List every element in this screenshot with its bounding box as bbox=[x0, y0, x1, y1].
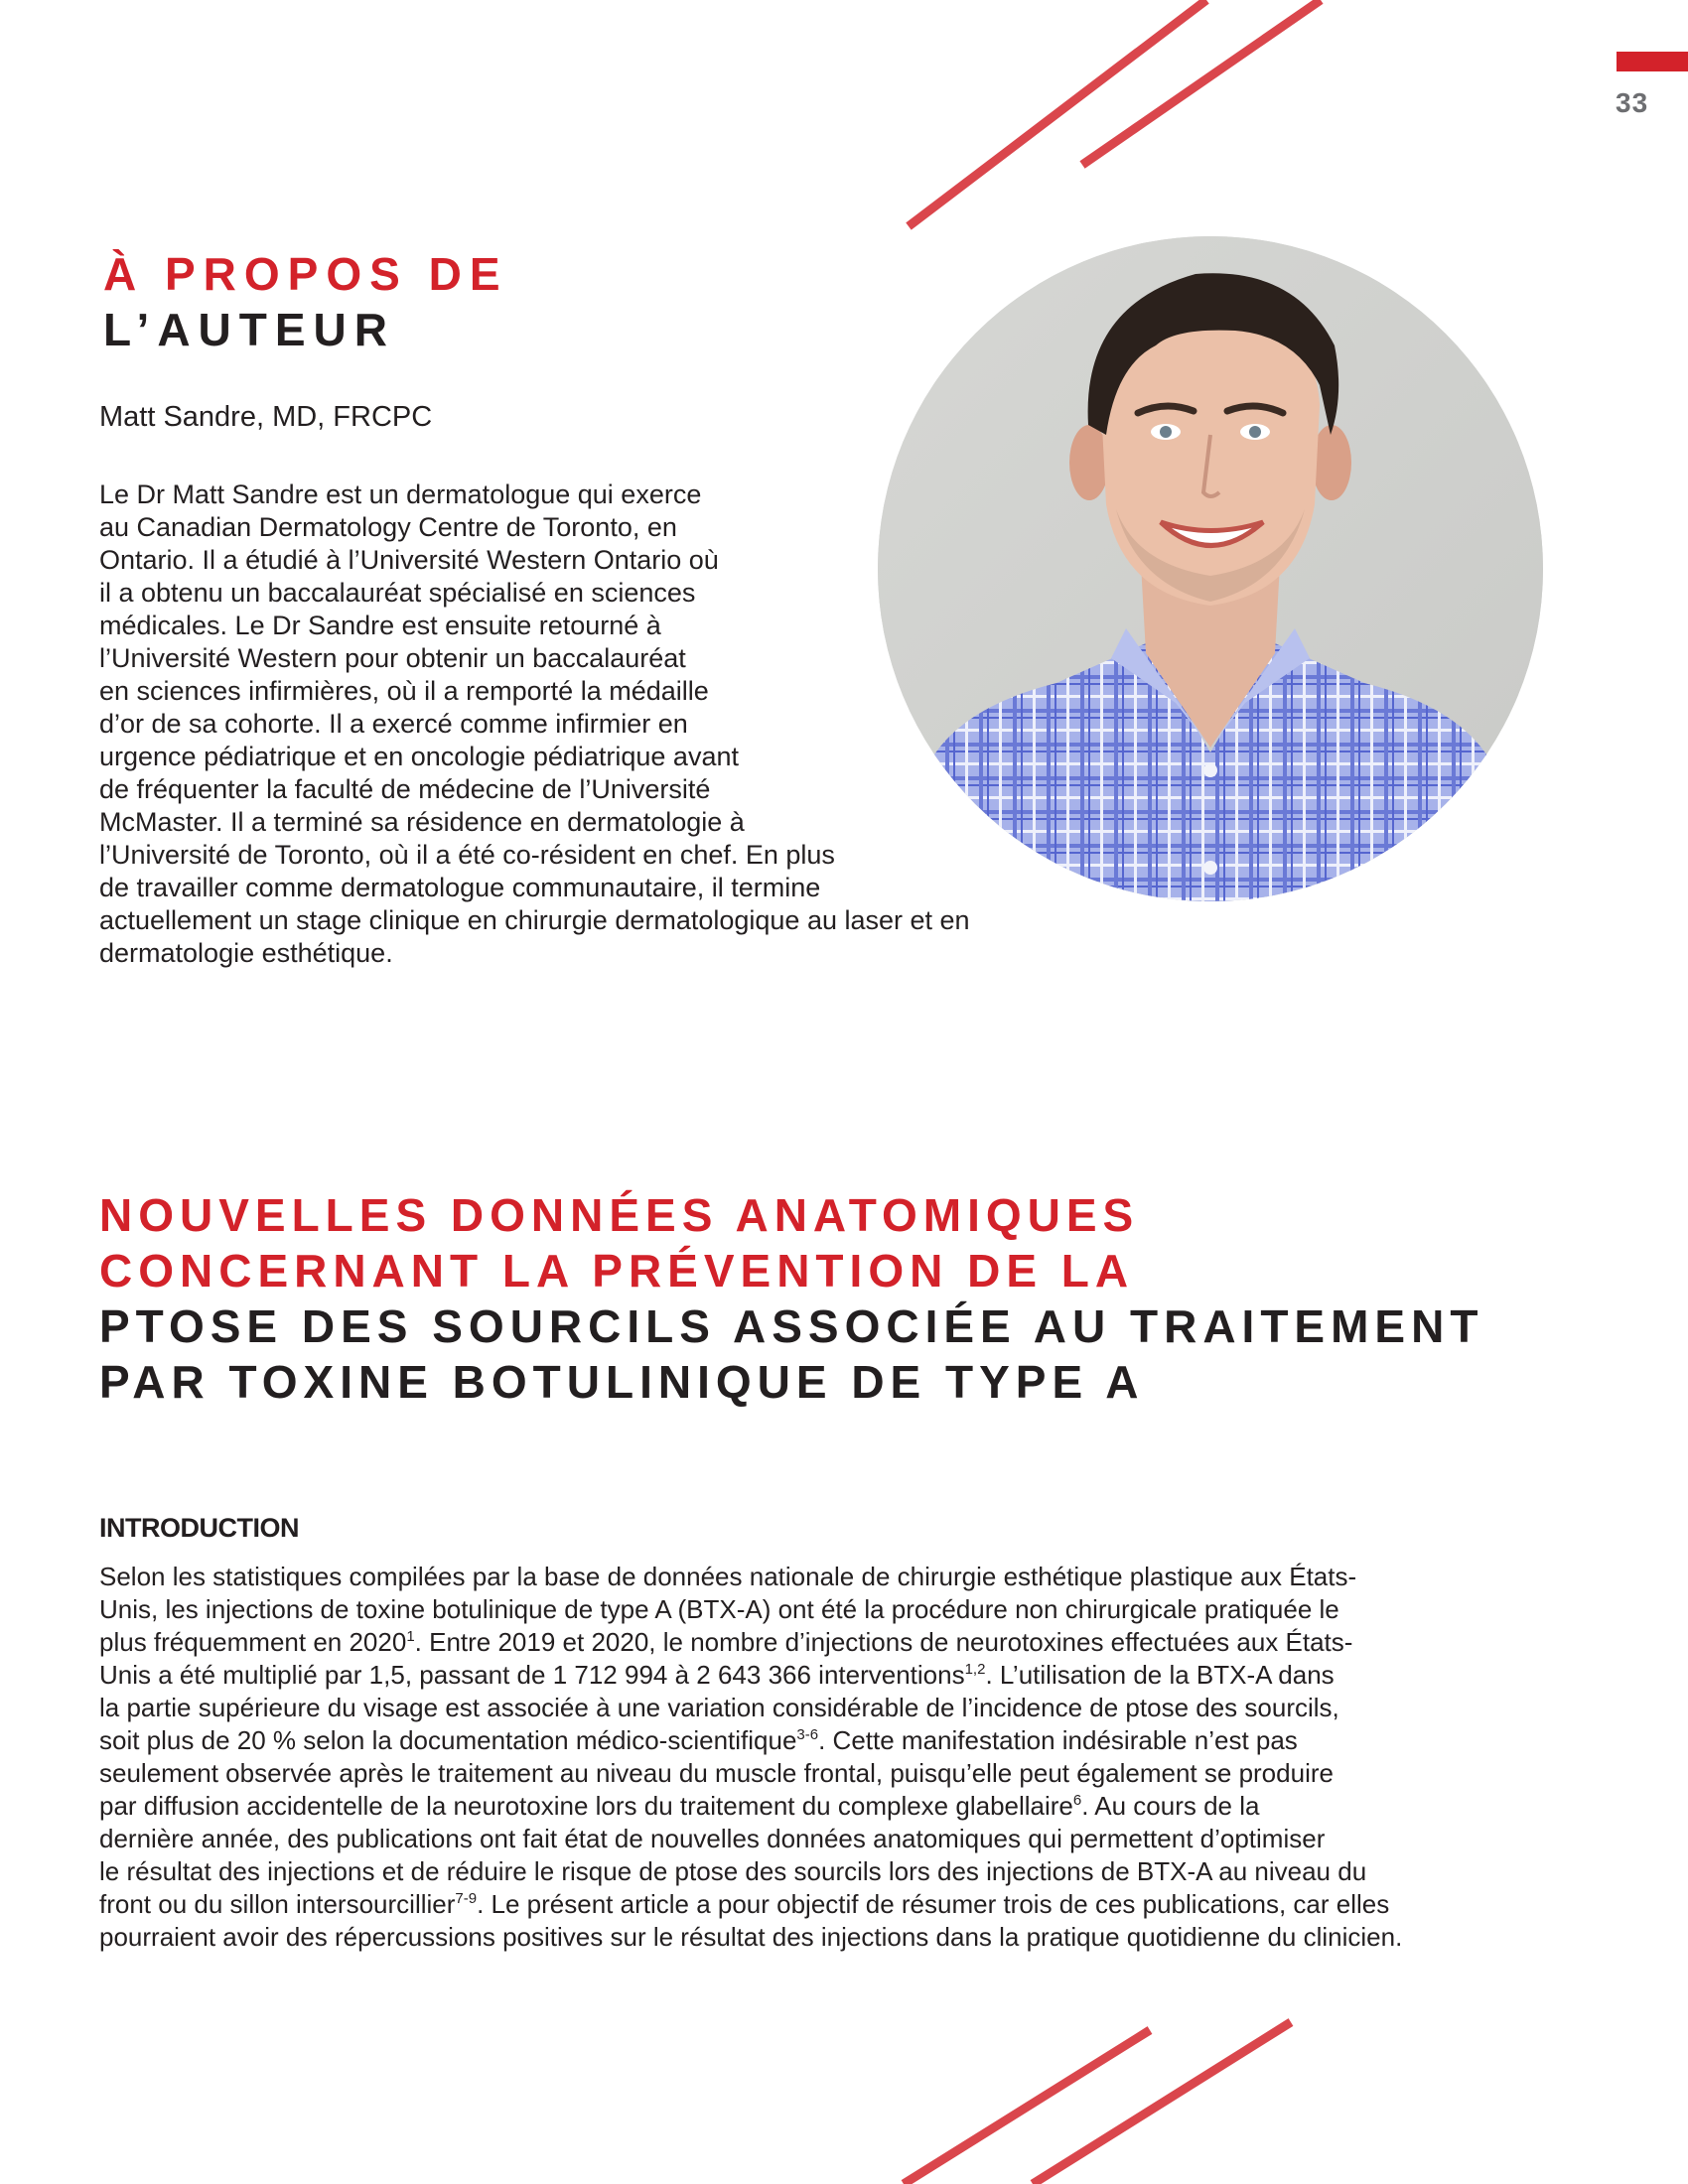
intro-text: . Entre 2019 et 2020, le nombre d’injections de neurotoxines effectuées aux États- bbox=[414, 1627, 1353, 1657]
intro-line: pourraient avoir des répercussions positives sur le résultat des injections dans la pratique quotidienne du clinicien. bbox=[99, 1922, 1403, 1952]
stripe-bottom-1 bbox=[904, 2030, 1150, 2184]
bio-line: de travailler comme dermatologue communautaire, il termine bbox=[99, 873, 821, 902]
article-title-red-line2: CONCERNANT LA PRÉVENTION DE LA bbox=[99, 1245, 1135, 1297]
intro-text: . Cette manifestation indésirable n’est pas bbox=[818, 1725, 1298, 1755]
intro-line bbox=[99, 1790, 1628, 1823]
bio-line: urgence pédiatrique et en oncologie pédiatrique avant bbox=[99, 742, 739, 771]
intro-text: front ou du sillon intersourcillier bbox=[99, 1889, 456, 1919]
intro-line bbox=[99, 1659, 1628, 1692]
about-title-line1: À PROPOS DE bbox=[103, 248, 508, 300]
intro-text: . Au cours de la bbox=[1081, 1791, 1260, 1821]
stripe-bottom-2 bbox=[1033, 2022, 1291, 2184]
intro-line bbox=[99, 1626, 1628, 1659]
bio-line: de fréquenter la faculté de médecine de l’Université bbox=[99, 774, 711, 804]
intro-line: seulement observée après le traitement au niveau du muscle frontal, puisqu’elle peut également se produire bbox=[99, 1758, 1334, 1788]
citation-ref: 6 bbox=[1072, 1792, 1082, 1809]
intro-text: plus fréquemment en 2020 bbox=[99, 1627, 407, 1657]
bio-line: actuellement un stage clinique en chirurgie dermatologique au laser et en bbox=[99, 905, 970, 935]
bio-line: il a obtenu un baccalauréat spécialisé en sciences bbox=[99, 578, 696, 608]
bio-line: d’or de sa cohorte. Il a exercé comme infirmier en bbox=[99, 709, 688, 739]
intro-text: . Le présent article a pour objectif de résumer trois de ces publications, car elles bbox=[477, 1889, 1390, 1919]
bio-line: en sciences infirmières, où il a remporté la médaille bbox=[99, 676, 709, 706]
intro-text: . L’utilisation de la BTX-A dans bbox=[985, 1660, 1335, 1690]
bio-line: dermatologie esthétique. bbox=[99, 938, 393, 968]
portrait-illustration bbox=[878, 236, 1543, 901]
bio-line: médicales. Le Dr Sandre est ensuite retourné à bbox=[99, 611, 661, 640]
intro-line: Selon les statistiques compilées par la base de données nationale de chirurgie esthétique plastique aux États- bbox=[99, 1562, 1357, 1591]
citation-ref: 3-6 bbox=[796, 1726, 819, 1743]
bio-line: Ontario. Il a étudié à l’Université Western Ontario où bbox=[99, 545, 719, 575]
article-title-red-line1: NOUVELLES DONNÉES ANATOMIQUES bbox=[99, 1189, 1140, 1241]
author-name: Matt Sandre, MD, FRCPC bbox=[99, 401, 433, 433]
citation-ref: 1,2 bbox=[964, 1661, 986, 1678]
intro-text: Unis a été multiplié par 1,5, passant de 1 712 994 à 2 643 366 interventions bbox=[99, 1660, 965, 1690]
bio-line: au Canadian Dermatology Centre de Toronto, en bbox=[99, 512, 677, 542]
intro-line: dernière année, des publications ont fait état de nouvelles données anatomiques qui permettent d’optimiser bbox=[99, 1824, 1326, 1853]
bio-line: McMaster. Il a terminé sa résidence en dermatologie à bbox=[99, 807, 745, 837]
intro-line: la partie supérieure du visage est associée à une variation considérable de l’incidence de ptose des sourcils, bbox=[99, 1693, 1339, 1722]
intro-line bbox=[99, 1724, 1628, 1757]
page-number: 33 bbox=[1616, 87, 1649, 118]
article-title-black-line2: PAR TOXINE BOTULINIQUE DE TYPE A bbox=[99, 1356, 1145, 1408]
about-title-line2: L’AUTEUR bbox=[103, 304, 395, 355]
article-title-black-line1: PTOSE DES SOURCILS ASSOCIÉE AU TRAITEMENT bbox=[99, 1300, 1484, 1352]
intro-line bbox=[99, 1888, 1628, 1921]
stripe-top-2 bbox=[1082, 0, 1321, 165]
intro-body bbox=[99, 1561, 1628, 1954]
article-title bbox=[99, 1187, 1483, 1410]
intro-text: par diffusion accidentelle de la neurotoxine lors du traitement du complexe glabellaire bbox=[99, 1791, 1073, 1821]
intro-text: soit plus de 20 % selon la documentation médico-scientifique bbox=[99, 1725, 797, 1755]
author-portrait bbox=[878, 236, 1543, 901]
intro-line: Unis, les injections de toxine botulinique de type A (BTX-A) ont été la procédure non chirurgicale pratiquée le bbox=[99, 1594, 1339, 1624]
page-tab-marker bbox=[1617, 52, 1688, 71]
citation-ref: 7-9 bbox=[455, 1890, 478, 1907]
bio-line: l’Université Western pour obtenir un baccalauréat bbox=[99, 643, 686, 673]
intro-heading: INTRODUCTION bbox=[99, 1513, 299, 1543]
about-title bbox=[103, 246, 508, 357]
bio-line: Le Dr Matt Sandre est un dermatologue qui exerce bbox=[99, 479, 702, 509]
citation-ref: 1 bbox=[406, 1628, 415, 1645]
bio-line: l’Université de Toronto, où il a été co-résident en chef. En plus bbox=[99, 840, 835, 870]
intro-line: le résultat des injections et de réduire le risque de ptose des sourcils lors des injections de BTX-A au niveau du bbox=[99, 1856, 1367, 1886]
